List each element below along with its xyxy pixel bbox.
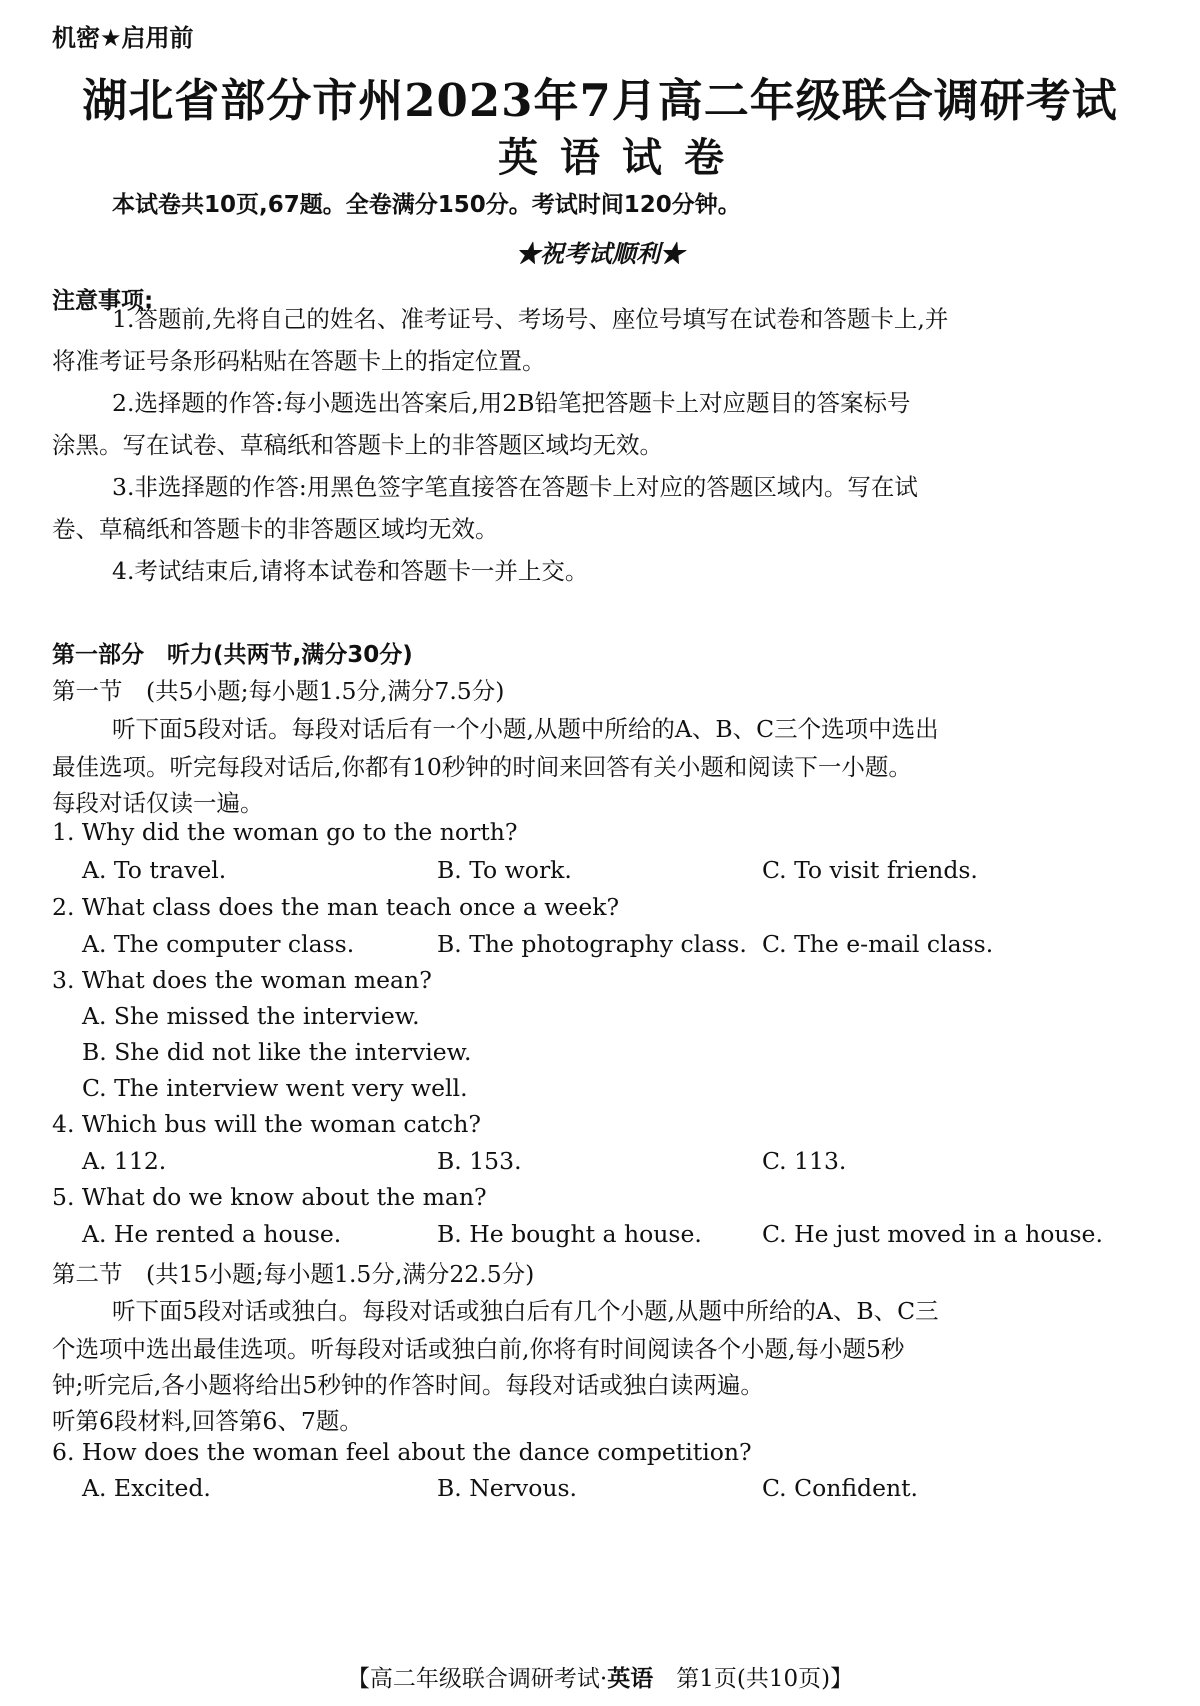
question-2-option-a: A. The computer class. xyxy=(82,930,355,958)
question-5: 5. What do we know about the man? xyxy=(52,1183,487,1211)
question-5-option-b: B. He bought a house. xyxy=(437,1220,702,1248)
section2-heading: 第二节 (共15小题;每小题1.5分,满分22.5分) xyxy=(52,1260,535,1288)
page-footer xyxy=(0,1660,1200,1693)
notice-item-2-line-2: 涂黑。写在试卷、草稿纸和答题卡上的非答题区域均无效。 xyxy=(52,431,663,459)
exam-title: 湖北省部分市州2023年7月高二年级联合调研考试 xyxy=(82,74,1118,127)
question-3-option-c: C. The interview went very well. xyxy=(82,1074,468,1102)
question-3: 3. What does the woman mean? xyxy=(52,966,432,994)
question-6-option-a: A. Excited. xyxy=(82,1474,211,1502)
blessing-line: ★祝考试顺利★ xyxy=(516,239,684,268)
material-note: 听第6段材料,回答第6、7题。 xyxy=(52,1407,363,1435)
question-3-option-b: B. She did not like the interview. xyxy=(82,1038,472,1066)
question-4-option-c: C. 113. xyxy=(762,1147,847,1175)
confidential-mark: 机密★启用前 xyxy=(52,24,194,52)
question-4: 4. Which bus will the woman catch? xyxy=(52,1110,481,1138)
question-2: 2. What class does the man teach once a week? xyxy=(52,893,620,921)
notice-label: 注意事项: xyxy=(52,288,154,314)
section2-instruction-line-3: 钟;听完后,各小题将给出5秒钟的作答时间。每段对话或独白读两遍。 xyxy=(52,1371,764,1399)
question-3-option-a: A. She missed the interview. xyxy=(82,1002,420,1030)
footer-subject: 英语 xyxy=(607,1666,654,1692)
question-4-option-b: B. 153. xyxy=(437,1147,522,1175)
section1-instruction-line-1: 听下面5段对话。每段对话后有一个小题,从题中所给的A、B、C三个选项中选出 xyxy=(112,715,939,743)
question-6-option-c: C. Confident. xyxy=(762,1474,919,1502)
notice-item-3-line-1: 3.非选择题的作答:用黑色签字笔直接答在答题卡上对应的答题区域内。写在试 xyxy=(112,473,918,501)
footer-exam-name: 【高二年级联合调研考试· xyxy=(346,1666,608,1692)
section1-instruction-line-3: 每段对话仅读一遍。 xyxy=(52,789,264,817)
notice-item-3-line-2: 卷、草稿纸和答题卡的非答题区域均无效。 xyxy=(52,515,499,543)
question-4-option-a: A. 112. xyxy=(82,1147,167,1175)
question-2-option-b: B. The photography class. xyxy=(437,930,747,958)
section2-instruction-line-2: 个选项中选出最佳选项。听每段对话或独白前,你将有时间阅读各个小题,每小题5秒 xyxy=(52,1335,905,1363)
question-6-option-b: B. Nervous. xyxy=(437,1474,578,1502)
notice-item-1-line-2: 将准考证号条形码粘贴在答题卡上的指定位置。 xyxy=(52,347,546,375)
exam-info: 本试卷共10页,67题。全卷满分150分。考试时间120分钟。 xyxy=(112,192,741,218)
question-1-option-a: A. To travel. xyxy=(82,856,227,884)
footer-page-number: 第1页(共10页)】 xyxy=(653,1666,854,1692)
question-1-option-b: B. To work. xyxy=(437,856,572,884)
section2-instruction-line-1: 听下面5段对话或独白。每段对话或独白后有几个小题,从题中所给的A、B、C三 xyxy=(112,1297,939,1325)
section1-instruction-line-2: 最佳选项。听完每段对话后,你都有10秒钟的时间来回答有关小题和阅读下一小题。 xyxy=(52,753,912,781)
part1-heading: 第一部分 听力(共两节,满分30分) xyxy=(52,642,413,668)
question-5-option-a: A. He rented a house. xyxy=(82,1220,342,1248)
exam-subtitle: 英语试卷 xyxy=(498,135,746,181)
notice-item-1-line-1: 1.答题前,先将自己的姓名、准考证号、考场号、座位号填写在试卷和答题卡上,并 xyxy=(112,305,949,333)
question-1: 1. Why did the woman go to the north? xyxy=(52,818,518,846)
question-1-option-c: C. To visit friends. xyxy=(762,856,978,884)
notice-item-4-line-1: 4.考试结束后,请将本试卷和答题卡一并上交。 xyxy=(112,557,589,585)
notice-item-2-line-1: 2.选择题的作答:每小题选出答案后,用2B铅笔把答题卡上对应题目的答案标号 xyxy=(112,389,911,417)
section1-heading: 第一节 (共5小题;每小题1.5分,满分7.5分) xyxy=(52,677,505,705)
question-6: 6. How does the woman feel about the dance competition? xyxy=(52,1438,752,1466)
question-2-option-c: C. The e-mail class. xyxy=(762,930,994,958)
question-5-option-c: C. He just moved in a house. xyxy=(762,1220,1103,1248)
